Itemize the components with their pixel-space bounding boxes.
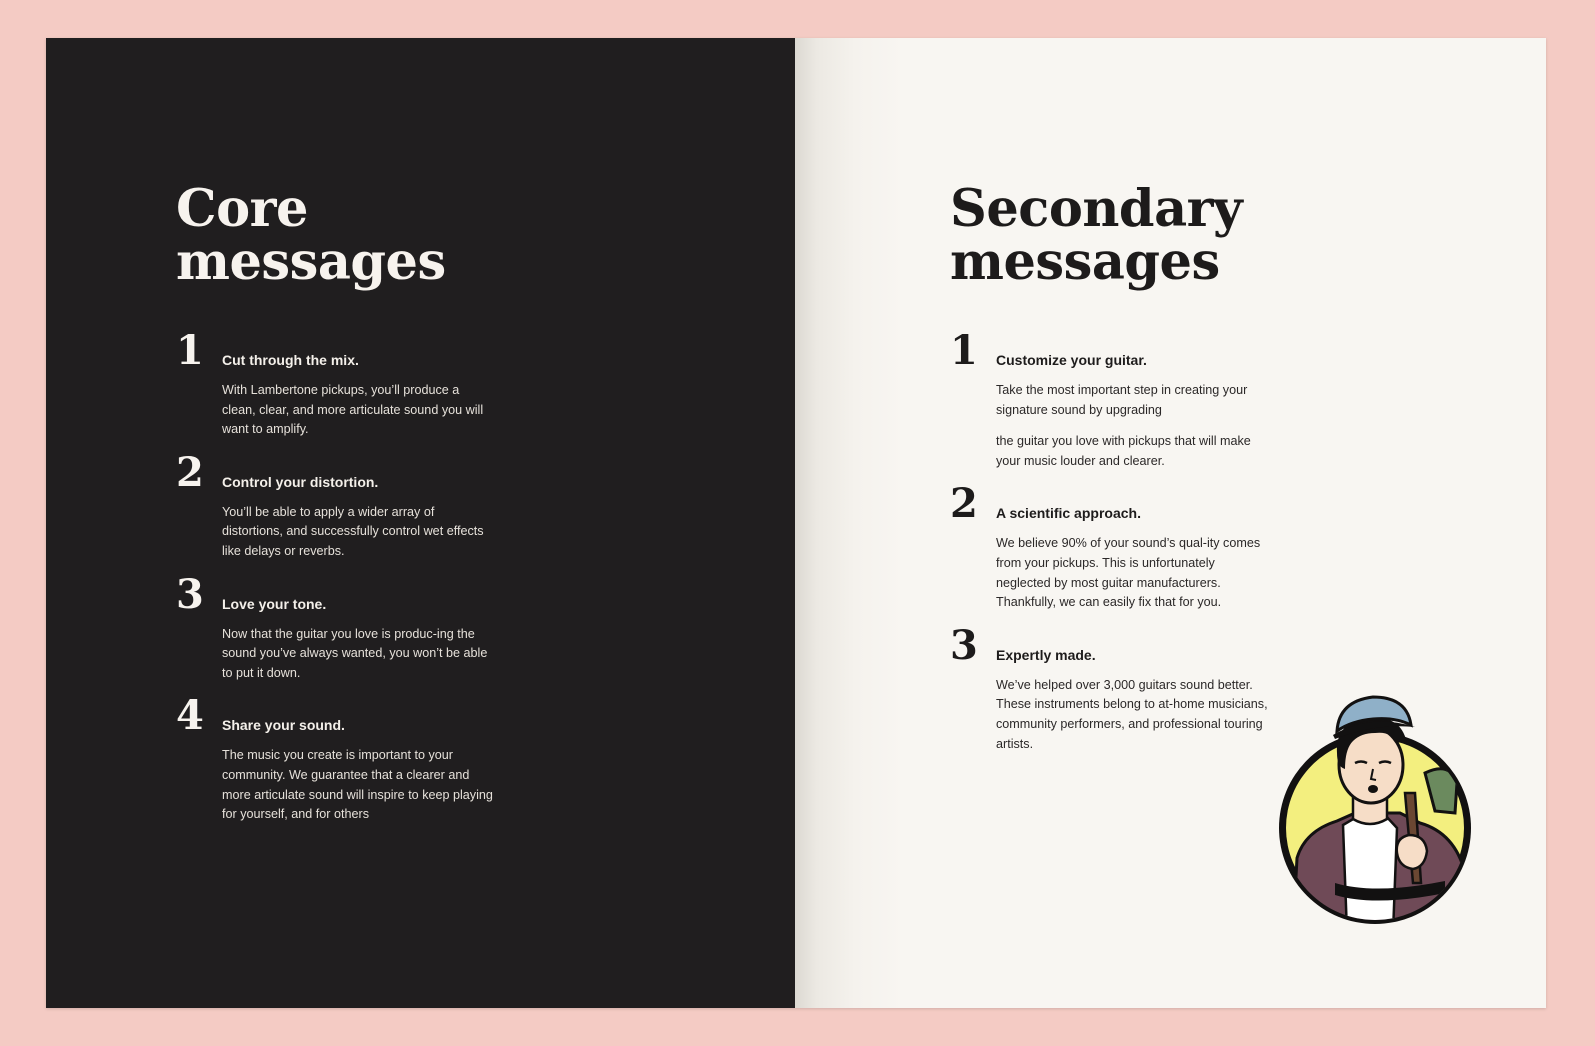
item-body: The music you create is important to your community. We guarantee that a clearer and more articulate sound will inspire to keep playing for yourself, and for others (222, 748, 493, 822)
heading-line: Core (176, 179, 308, 239)
list-item (950, 480, 1270, 612)
item-body: Take the most important step in creating your signature sound by upgrading (996, 383, 1248, 417)
item-number: 2 (950, 480, 978, 528)
musician-illustration (1275, 683, 1485, 933)
item-body: We’ve helped over 3,000 guitars sound better. These instruments belong to at-home musicians, community performers, and professional touring artists. (996, 677, 1268, 751)
item-number: 1 (176, 327, 204, 374)
item-body: We believe 90% of your sound’s qual-ity comes from your pickups. This is unfortunately neglected by most guitar manufacturers. Thankfully, we can easily fix that for you. (996, 536, 1261, 610)
item-title: Share your sound. (222, 717, 345, 734)
item-title: Cut through the mix. (222, 352, 359, 368)
item-number: 2 (176, 448, 204, 496)
list-item (176, 327, 496, 440)
right-page (795, 38, 1546, 1008)
item-title: Expertly made. (996, 646, 1096, 663)
list-item (950, 621, 1270, 754)
list-item (176, 570, 496, 684)
item-number: 3 (950, 621, 978, 669)
item-number: 3 (176, 570, 204, 618)
book-spread (46, 38, 1546, 1008)
heading-line: messages (176, 232, 446, 292)
item-body: the guitar you love with pickups that will make your music louder and clearer. (996, 434, 1251, 468)
list-item (176, 448, 496, 562)
item-title: Customize your guitar. (996, 352, 1147, 368)
item-body: With Lambertone pickups, you’ll produce a clean, clear, and more articulate sound you will want to amplify. (222, 383, 484, 437)
core-messages-list (176, 327, 496, 840)
secondary-messages-list (950, 327, 1270, 769)
item-title: Love your tone. (222, 595, 327, 612)
list-item (950, 327, 1270, 471)
heading-line: messages (950, 232, 1220, 292)
item-body: You’ll be able to apply a wider array of distortions, and successfully control wet effects like delays or reverbs. (222, 504, 484, 558)
core-messages-heading (176, 179, 446, 292)
list-item (176, 692, 496, 824)
item-number: 1 (950, 327, 978, 374)
item-title: A scientific approach. (996, 505, 1141, 522)
item-title: Control your distortion. (222, 473, 379, 490)
item-body: Now that the guitar you love is produc-ing the sound you’ve always wanted, you won’t be able to put it down. (222, 626, 488, 680)
heading-line: Secondary (950, 179, 1243, 239)
item-number: 4 (176, 692, 204, 740)
left-page (46, 38, 795, 1008)
secondary-messages-heading (950, 179, 1243, 292)
